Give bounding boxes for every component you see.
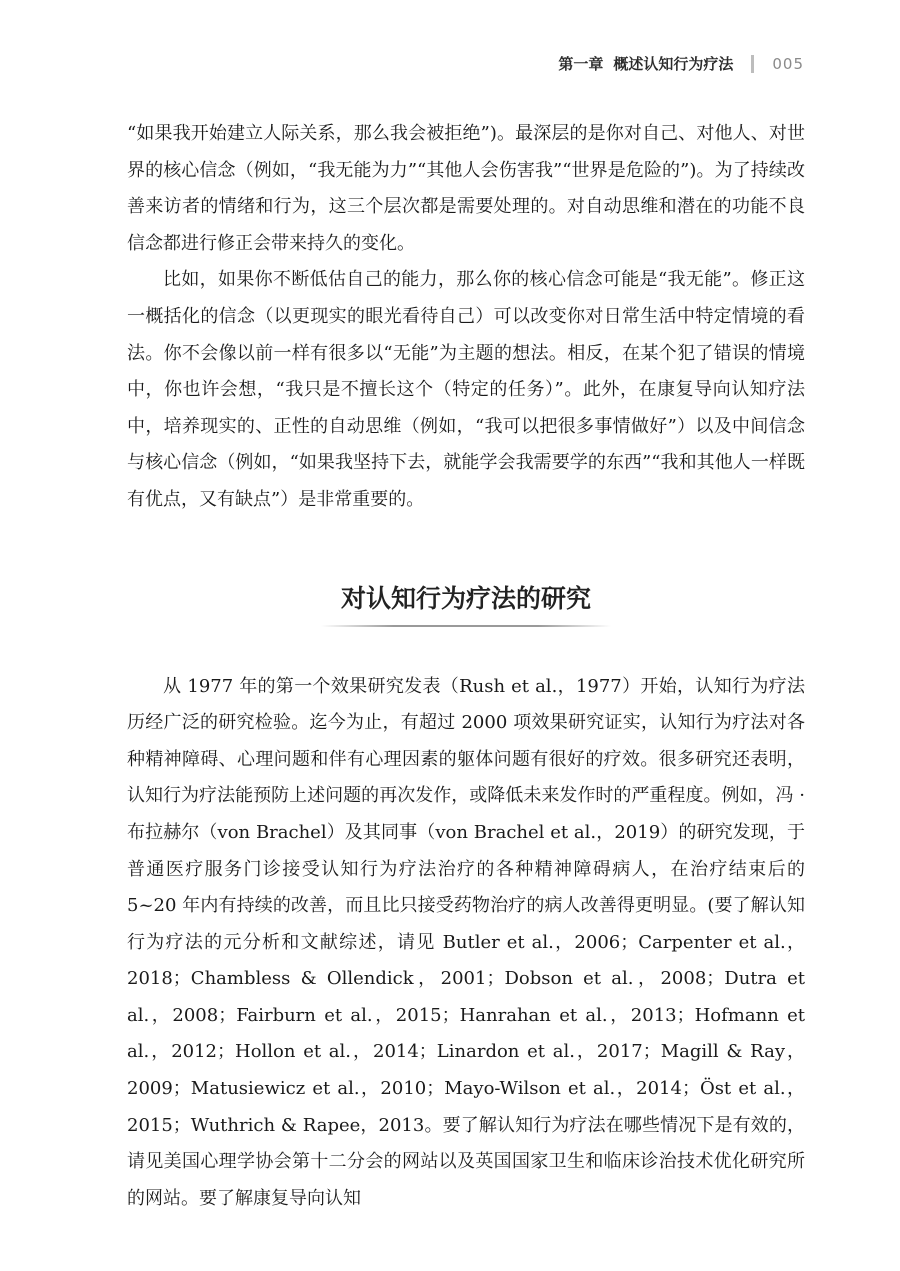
running-head bbox=[558, 53, 804, 74]
chapter-title: 概述认知行为疗法 bbox=[613, 55, 734, 73]
header-divider bbox=[751, 55, 754, 73]
page-body bbox=[127, 116, 805, 1217]
page-number: 005 bbox=[772, 54, 804, 73]
paragraph: 从 1977 年的第一个效果研究发表（Rush et al.，1977）开始，认知行为疗法历经广泛的研究检验。迄今为止，有超过 2000 项效果研究证实，认知行为疗法对各种精神障碍、心理问题和伴有心理因素的躯体问题有很好的疗效。很多研究还表明，认知行为疗法能预防上述问题的再次发作，或降低未来发作时的严重程度。例如，冯 · 布拉赫尔（von Brachel）及其同事（von Brachel et al.，2019）的研究发现，于普通医疗服务门诊接受认知行为疗法治疗的各种精神障碍病人，在治疗结束后的 5~20 年内有持续的改善，而且比只接受药物治疗的病人改善得更明显。(要了解认知行为疗法的元分析和文献综述，请见 Butler et al.，2006；Carpenter et al.，2018；Chambless & Ollendick，2001；Dobson et al.，2008；Dutra et al.，2008；Fairburn et al.，2015；Hanrahan et al.，2013；Hofmann et al.，2012；Hollon et al.，2014；Linardon et al.，2017；Magill & Ray，2009；Matusiewicz et al.，2010；Mayo-Wilson et al.，2014；Öst et al.，2015；Wuthrich & Rapee，2013。要了解认知行为疗法在哪些情况下是有效的，请见美国心理学协会第十二分会的网站以及英国国家卫生和临床诊治技术优化研究所的网站。要了解康复导向认知 bbox=[127, 675, 805, 1209]
section-heading: 对认知行为疗法的研究 bbox=[340, 583, 591, 613]
heading-underline bbox=[321, 625, 611, 627]
chapter-label: 第一章 bbox=[558, 55, 604, 73]
paragraph: 比如，如果你不断低估自己的能力，那么你的核心信念可能是“我无能”。修正这一概括化的信念（以更现实的眼光看待自己）可以改变你对日常生活中特定情境的看法。你不会像以前一样有很多以“无能”为主题的想法。相反，在某个犯了错误的情境中，你也许会想，“我只是不擅长这个（特定的任务）”。此外，在康复导向认知疗法中，培养现实的、正性的自动思维（例如，“我可以把很多事情做好”）以及中间信念与核心信念（例如，“如果我坚持下去，就能学会我需要学的东西”“我和其他人一样既有优点，又有缺点”）是非常重要的。 bbox=[127, 269, 805, 510]
section-heading-block bbox=[127, 579, 805, 627]
paragraph-continued: “如果我开始建立人际关系，那么我会被拒绝”)。最深层的是你对自己、对他人、对世界的核心信念（例如，“我无能为力”“其他人会伤害我”“世界是危险的”)。为了持续改善来访者的情绪和行为，这三个层次都是需要处理的。对自动思维和潜在的功能不良信念都进行修正会带来持久的变化。 bbox=[127, 123, 805, 254]
